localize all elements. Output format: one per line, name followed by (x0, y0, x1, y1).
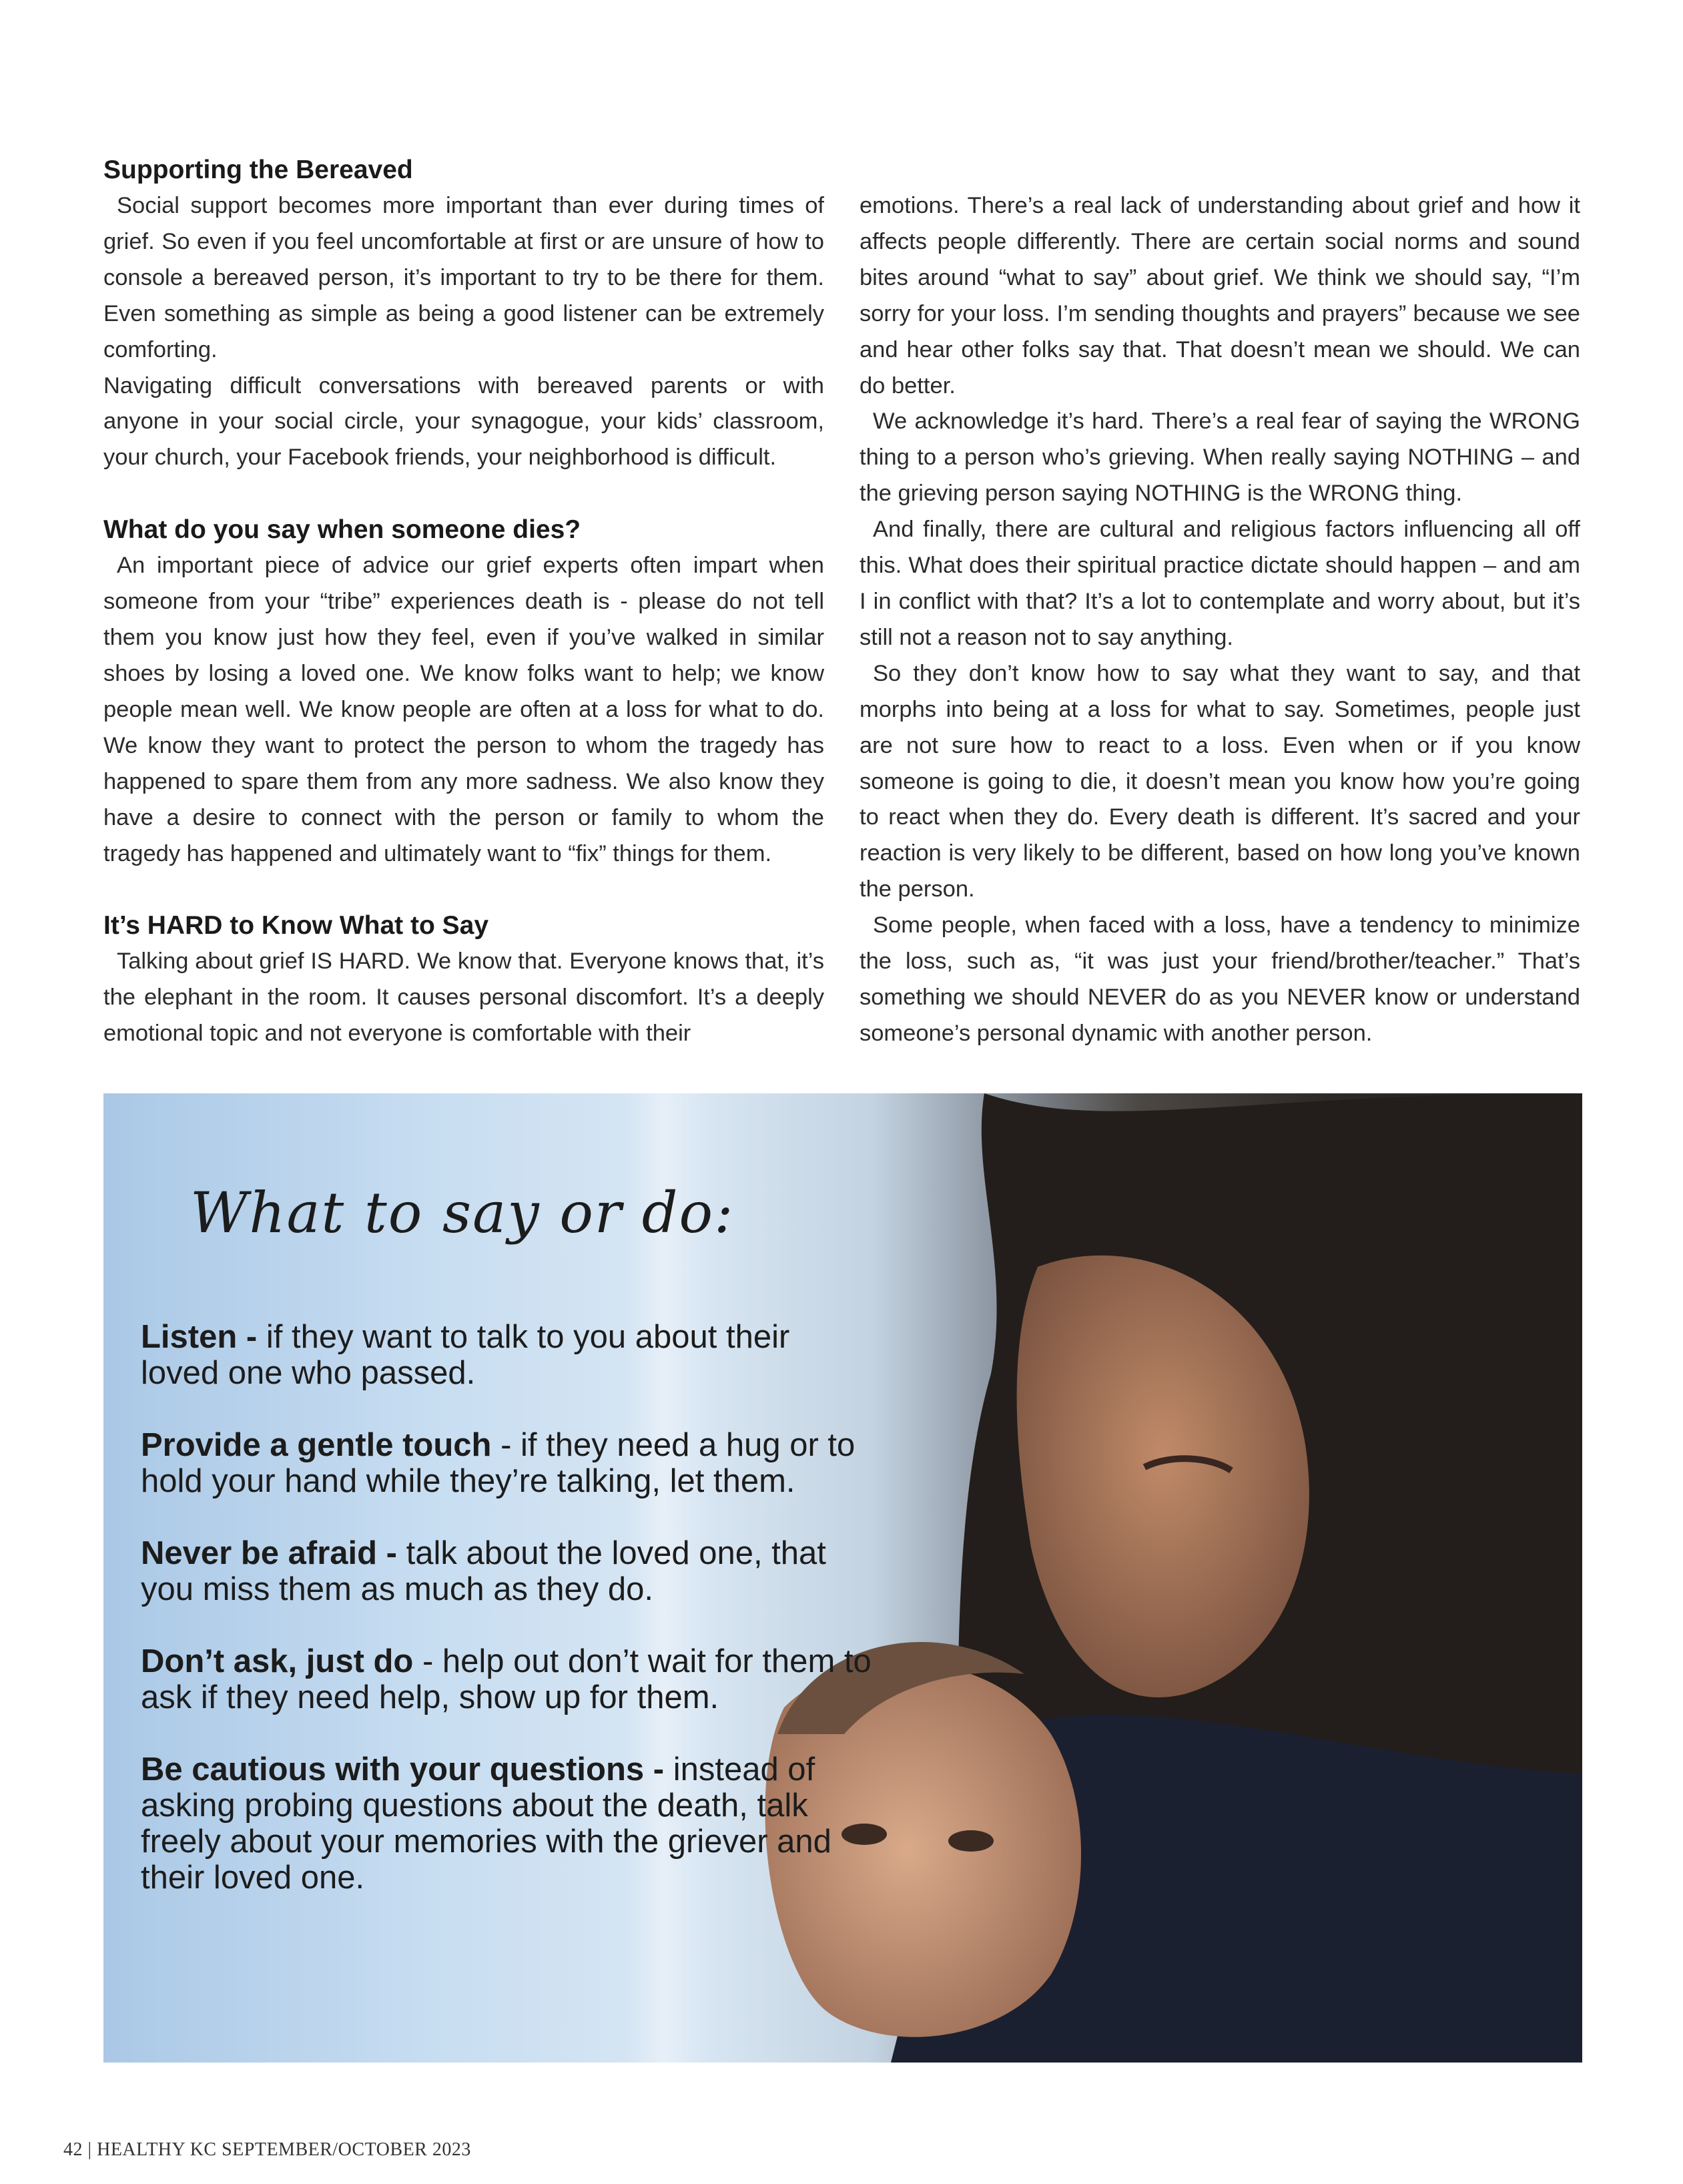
paragraph: And finally, there are cultural and religious factors influencing all off this. What does their spiritual practice dictate should happen – and am I in conflict with that? It’s a lot to contemplate and worry about, but it’s still not a reason not to say anything. (860, 517, 1580, 650)
paragraph: emotions. There’s a real lack of understanding about grief and how it affects people differently. There are certain social norms and sound bites around “what to say” about grief. We think we should say, “I’m sorry for your loss. I’m sending thoughts and prayers” because we see and hear other folks say that. That doesn’t mean we should. We can do better. (860, 193, 1580, 398)
tip-label: Provide a gentle touch (141, 1427, 492, 1463)
tips-list (141, 1319, 875, 1932)
heading-what-do-you-say: What do you say when someone dies? (103, 515, 581, 545)
child-eye-right (948, 1830, 994, 1852)
paragraph: An important piece of advice our grief experts often impart when someone from your “tribe” experiences death is - please do not tell them you know just how they feel, even if you’ve walked in similar shoes by losing a loved one. We know folks want to help; we know people mean well. We know people are often at a loss for what to do. We know they want to protect the person to whom the tragedy has happened to spare them from any more sadness. We also know they have a desire to connect with the person or family to whom the tragedy has happened and ultimately want to “fix” things for them. (103, 553, 824, 866)
tip-text: - if they need a hug or to hold your hand while they’re talking, let them. (141, 1427, 856, 1499)
tip-text: - help out don’t wait for them to ask if they need help, show up for them. (141, 1643, 872, 1715)
left-column (103, 152, 824, 1052)
footer-separator: | (87, 2139, 92, 2160)
tip-label: Be cautious with your questions - (141, 1751, 665, 1788)
right-column (860, 188, 1580, 1052)
tip-label: Don’t ask, just do (141, 1643, 414, 1679)
tip-item (141, 1535, 875, 1607)
callout-photo-panel (103, 1093, 1582, 2063)
tip-text: if they want to talk to you about their loved one who passed. (141, 1319, 790, 1391)
publication-name: HEALTHY KC (97, 2139, 217, 2160)
page-footer (63, 2139, 471, 2161)
heading-hard-to-know: It’s HARD to Know What to Say (103, 911, 489, 940)
tip-item (141, 1643, 875, 1715)
tip-text: instead of asking probing questions about the death, talk freely about your memories with the griever and their loved one. (141, 1751, 831, 1896)
page-number: 42 (63, 2139, 83, 2160)
tip-item (141, 1751, 875, 1896)
tip-item (141, 1427, 875, 1499)
paragraph: We acknowledge it’s hard. There’s a real fear of saying the WRONG thing to a person who’s grieving. When really saying NOTHING – and the grieving person saying NOTHING is the WRONG thing. (860, 408, 1580, 507)
callout-heading: What to say or do: (190, 1180, 735, 1246)
paragraph: Talking about grief IS HARD. We know that. Everyone knows that, it’s the elephant in the room. It causes personal discomfort. It’s a deeply emotional topic and not everyone is comfortable with their (103, 948, 824, 1047)
tip-text: talk about the loved one, that you miss them as much as they do. (141, 1535, 826, 1607)
paragraph: So they don’t know how to say what they want to say, and that morphs into being at a loss for what to say. Sometimes, people just are not sure how to react to a loss. Even when or if you know someone is going to die, it doesn’t mean you know how you’re going to react when they do. Every death is different. It’s sacred and your reaction is very likely to be different, based on how long you’ve known the person. (860, 660, 1580, 902)
paragraph: Some people, when faced with a loss, have a tendency to minimize the loss, such as, “it was just your friend/brother/teacher.” That’s something we should NEVER do as you NEVER know or understand someone’s personal dynamic with another person. (860, 912, 1580, 1046)
heading-supporting-the-bereaved: Supporting the Bereaved (103, 156, 413, 184)
paragraph: Navigating difficult conversations with bereaved parents or with anyone in your social circle, your synagogue, your kids’ classroom, your church, your Facebook friends, your neighborhood is difficult. (103, 372, 824, 471)
tip-label: Never be afraid - (141, 1535, 397, 1571)
paragraph: Social support becomes more important than ever during times of grief. So even if you feel uncomfortable at first or are unsure of how to console a bereaved person, it’s important to try to be there for them. Even something as simple as being a good listener can be extremely comforting. (103, 193, 824, 362)
tip-label: Listen - (141, 1319, 258, 1355)
tip-item (141, 1319, 875, 1391)
issue-date: SEPTEMBER/OCTOBER 2023 (222, 2139, 471, 2160)
